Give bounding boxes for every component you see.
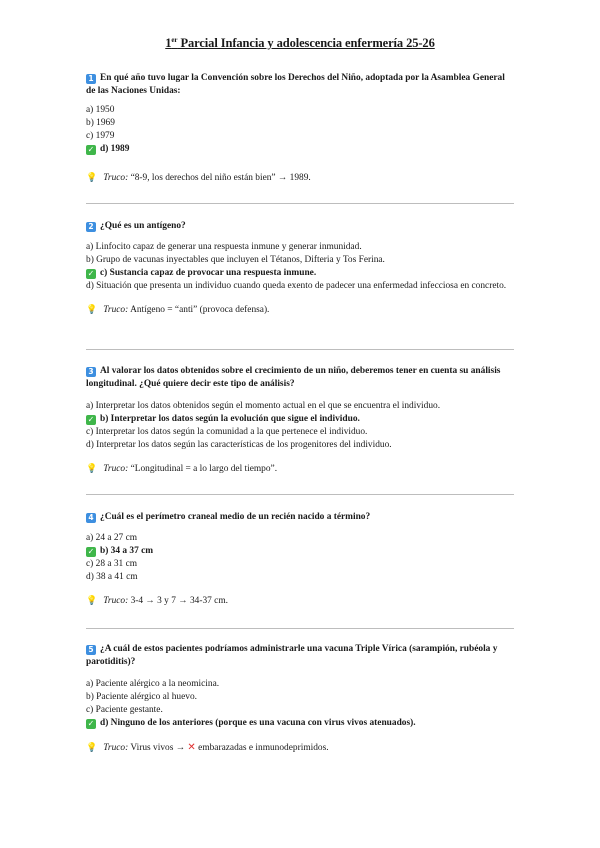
option-d: d) 38 a 41 cm: [86, 572, 138, 582]
option-a: a) 1950: [86, 105, 115, 115]
option-b: b) 1969: [86, 118, 115, 128]
option-d: d) Situación que presenta un individuo cuando queda exento de padecer una enfermedad infecciosa en concreto.: [86, 281, 507, 291]
page-title: 1er Parcial Infancia y adolescencia enfermería 25-26: [165, 36, 435, 51]
option-c: c) Paciente gestante.: [86, 705, 163, 715]
question-2: [86, 220, 516, 317]
question-2-text: 2 ¿Qué es un antígeno?: [86, 220, 516, 233]
check-icon: ✓: [87, 145, 95, 154]
tip: 💡 Truco: 3-4 → 3 y 7 → 34-37 cm.: [86, 596, 228, 606]
number-badge-icon: 3: [86, 367, 96, 377]
option-c: c) Interpretar los datos según la comunidad a la que pertenece el individuo.: [86, 427, 368, 437]
tip: 💡 Truco: Antígeno = “anti” (provoca defensa).: [86, 305, 270, 315]
question-3-text: 3 Al valorar los datos obtenidos sobre el crecimiento de un niño, deberemos tener en cuenta su análisis longitudinal. ¿Qué quiere decir este tipo de análisis?: [86, 366, 501, 389]
check-icon: ✓: [87, 547, 95, 556]
lightbulb-icon: 💡: [86, 173, 98, 183]
question-1: [86, 72, 516, 185]
option-d: d) Interpretar los datos según las características de los progenitores del individuo.: [86, 440, 392, 450]
tip: 💡 Truco: Virus vivos → ✕ embarazadas e inmunodeprimidos.: [86, 742, 329, 753]
lightbulb-icon: 💡: [86, 596, 98, 606]
check-icon: ✓: [87, 269, 95, 278]
question-1-text: 1 En qué año tuvo lugar la Convención sobre los Derechos del Niño, adoptada por la Asamblea General de las Naciones Unidas:: [86, 73, 505, 96]
tip: 💡 Truco: “8-9, los derechos del niño están bien” → 1989.: [86, 173, 311, 183]
option-a: a) Linfocito capaz de generar una respuesta inmune y generar inmunidad.: [86, 242, 362, 252]
question-5: [86, 643, 516, 755]
divider: [86, 628, 514, 629]
divider: [86, 349, 514, 350]
divider: [86, 494, 514, 495]
correct-option: ✓ b) 34 a 37 cm: [87, 546, 154, 556]
option-b: b) Paciente alérgico al huevo.: [86, 692, 197, 702]
question-4-text: 4 ¿Cuál es el perímetro craneal medio de un recién nacido a término?: [86, 511, 516, 524]
number-badge-icon: 1: [86, 74, 96, 84]
check-icon: ✓: [87, 719, 95, 728]
lightbulb-icon: 💡: [86, 743, 98, 753]
question-3: [86, 365, 516, 476]
correct-option: ✓ d) Ninguno de los anteriores (porque es una vacuna con virus vivos atenuados).: [87, 718, 416, 728]
check-icon: ✓: [87, 415, 95, 424]
question-4: [86, 511, 516, 608]
correct-option: ✓ c) Sustancia capaz de provocar una respuesta inmune.: [87, 268, 317, 278]
question-5-text: 5 ¿A cuál de estos pacientes podríamos administrarle una vacuna Triple Vírica (sarampión, rubéola y parotiditis)?: [86, 644, 498, 667]
correct-option: ✓ d) 1989: [87, 144, 130, 154]
option-c: c) 1979: [86, 131, 115, 141]
cross-icon: ✕: [187, 742, 196, 753]
number-badge-icon: 4: [86, 513, 96, 523]
correct-option: ✓ b) Interpretar los datos según la evolución que sigue el individuo.: [87, 414, 360, 424]
lightbulb-icon: 💡: [86, 305, 98, 315]
option-c: c) 28 a 31 cm: [86, 559, 138, 569]
number-badge-icon: 5: [86, 645, 96, 655]
option-a: a) Interpretar los datos obtenidos según el momento actual en el que se encuentra el individuo.: [86, 401, 441, 411]
tip: 💡 Truco: “Longitudinal = a lo largo del tiempo”.: [86, 464, 278, 474]
option-b: b) Grupo de vacunas inyectables que incluyen el Tétanos, Difteria y Tos Ferina.: [86, 255, 385, 265]
divider: [86, 203, 514, 204]
option-a: a) Paciente alérgico a la neomicina.: [86, 679, 220, 689]
lightbulb-icon: 💡: [86, 464, 98, 474]
option-a: a) 24 a 27 cm: [86, 533, 138, 543]
number-badge-icon: 2: [86, 222, 96, 232]
